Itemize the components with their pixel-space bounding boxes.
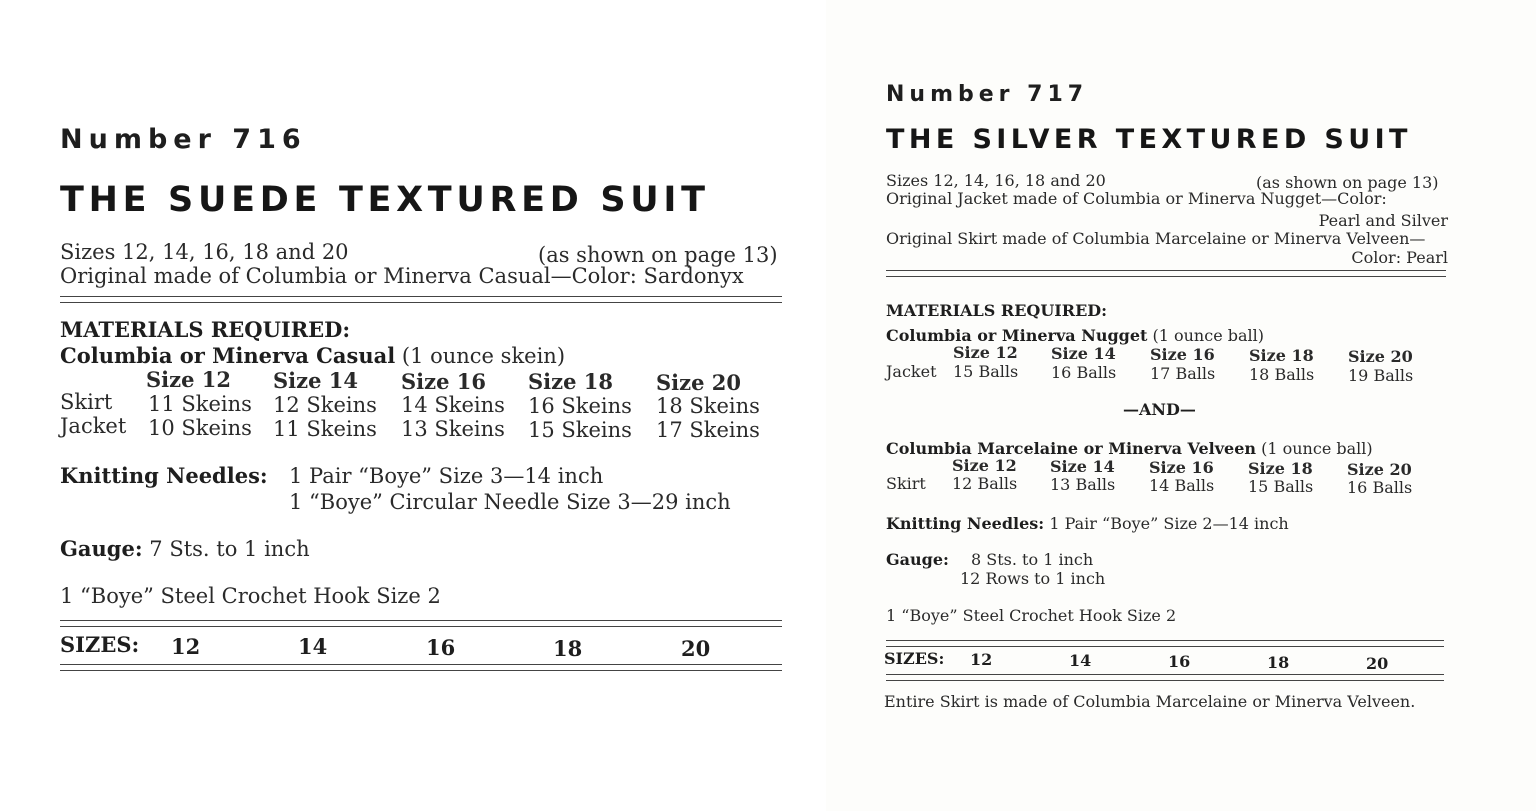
table-cell: 12 Skeins [273, 393, 377, 417]
size-header: Size 16 [1150, 345, 1215, 364]
materials-heading: MATERIALS REQUIRED: [60, 317, 351, 342]
needles-pair: 1 Pair “Boye” Size 3—14 inch [289, 464, 604, 488]
size-value: 18 [1267, 653, 1290, 672]
size-value: 12 [970, 650, 993, 669]
size-header: Size 20 [1348, 347, 1413, 366]
table-cell: 16 Balls [1347, 478, 1413, 497]
size-header: Size 20 [656, 370, 741, 395]
table-cell: 14 Balls [1149, 476, 1215, 495]
size-header: Size 14 [1051, 344, 1116, 363]
divider-rule [60, 296, 782, 303]
table-cell: 19 Balls [1348, 366, 1414, 385]
row-label: Skirt [60, 390, 113, 414]
divider-rule [886, 640, 1444, 647]
size-value: 14 [298, 634, 328, 659]
crochet-hook: 1 “Boye” Steel Crochet Hook Size 2 [60, 584, 441, 608]
jacket-color: Pearl and Silver [1318, 211, 1448, 230]
row-label: Skirt [886, 474, 926, 493]
gauge-line [60, 536, 310, 561]
crochet-hook: 1 “Boye” Steel Crochet Hook Size 2 [886, 606, 1177, 625]
size-header: Size 18 [1248, 459, 1313, 478]
pattern-number: Number 717 [886, 82, 1089, 107]
divider-rule [886, 674, 1444, 681]
yarn-line [886, 326, 1264, 345]
table-cell: 13 Balls [1050, 475, 1116, 494]
gauge-rows: 12 Rows to 1 inch [960, 569, 1106, 588]
table-cell: 17 Skeins [656, 418, 760, 442]
footer-note: Entire Skirt is made of Columbia Marcelaine or Minerva Velveen. [884, 692, 1416, 711]
sizes-line: Sizes 12, 14, 16, 18 and 20 [60, 240, 349, 264]
jacket-original: Original Jacket made of Columbia or Minerva Nugget—Color: [886, 189, 1387, 208]
size-header: Size 14 [1050, 457, 1115, 476]
row-label: Jacket [886, 362, 937, 381]
sizes-line: Sizes 12, 14, 16, 18 and 20 [886, 171, 1106, 190]
divider-rule [60, 620, 782, 627]
row-label: Jacket [60, 414, 127, 438]
and-separator: —AND— [1123, 400, 1196, 419]
table-cell: 11 Skeins [148, 392, 252, 416]
size-value: 16 [426, 635, 456, 660]
table-cell: 14 Skeins [401, 393, 505, 417]
shown-on-page: (as shown on page 13) [1256, 173, 1439, 192]
size-header: Size 16 [1149, 458, 1214, 477]
gauge-label: Gauge: [886, 550, 949, 569]
size-header: Size 18 [528, 369, 613, 394]
size-header: Size 14 [273, 368, 358, 393]
table-cell: 15 Balls [1248, 477, 1314, 496]
table-cell: 10 Skeins [148, 416, 252, 440]
divider-rule [886, 270, 1446, 277]
pattern-title: THE SILVER TEXTURED SUIT [886, 124, 1412, 155]
original-material: Original made of Columbia or Minerva Casual—Color: Sardonyx [60, 264, 744, 288]
pattern-717-page [826, 0, 1536, 811]
yarn-name: Columbia Marcelaine or Minerva Velveen [886, 439, 1257, 458]
size-value: 20 [1366, 654, 1389, 673]
table-cell: 11 Skeins [273, 417, 377, 441]
materials-heading: MATERIALS REQUIRED: [886, 301, 1108, 320]
table-cell: 17 Balls [1150, 364, 1216, 383]
table-cell: 16 Balls [1051, 363, 1117, 382]
yarn-name: Columbia or Minerva Casual [60, 343, 396, 368]
skirt-color: Color: Pearl [1351, 248, 1448, 267]
size-header: Size 12 [146, 367, 231, 392]
sizes-label: SIZES: [884, 649, 945, 668]
table-cell: 16 Skeins [528, 394, 632, 418]
table-cell: 18 Balls [1249, 365, 1315, 384]
pattern-number: Number 716 [60, 124, 307, 155]
sizes-label: SIZES: [60, 632, 140, 657]
size-header: Size 12 [953, 343, 1018, 362]
needles-value: 1 Pair “Boye” Size 2—14 inch [1049, 514, 1289, 533]
table-cell: 13 Skeins [401, 417, 505, 441]
size-value: 14 [1069, 651, 1092, 670]
table-cell: 15 Balls [953, 362, 1019, 381]
yarn-unit: (1 ounce skein) [401, 344, 566, 368]
divider-rule [60, 664, 782, 671]
needles-line [886, 514, 1289, 533]
table-cell: 12 Balls [952, 474, 1018, 493]
shown-on-page: (as shown on page 13) [538, 243, 778, 267]
pattern-title: THE SUEDE TEXTURED SUIT [60, 180, 710, 220]
needles-label: Knitting Needles: [60, 463, 268, 488]
skirt-original: Original Skirt made of Columbia Marcelaine or Minerva Velveen— [886, 229, 1426, 248]
gauge-stitches: 8 Sts. to 1 inch [971, 550, 1094, 569]
gauge-value: 7 Sts. to 1 inch [149, 537, 310, 561]
needles-label: Knitting Needles: [886, 514, 1045, 533]
size-header: Size 12 [952, 456, 1017, 475]
size-header: Size 20 [1347, 460, 1412, 479]
size-header: Size 16 [401, 369, 486, 394]
needles-circular: 1 “Boye” Circular Needle Size 3—29 inch [289, 490, 731, 514]
yarn-line [60, 343, 565, 368]
size-header: Size 18 [1249, 346, 1314, 365]
yarn-unit: (1 ounce ball) [1261, 439, 1373, 458]
yarn-name: Columbia or Minerva Nugget [886, 326, 1148, 345]
size-value: 16 [1168, 652, 1191, 671]
size-value: 18 [553, 636, 583, 661]
size-value: 12 [171, 634, 201, 659]
yarn-unit: (1 ounce ball) [1152, 326, 1265, 345]
gauge-label: Gauge: [60, 536, 143, 561]
table-cell: 18 Skeins [656, 394, 760, 418]
size-value: 20 [681, 636, 711, 661]
table-cell: 15 Skeins [528, 418, 632, 442]
